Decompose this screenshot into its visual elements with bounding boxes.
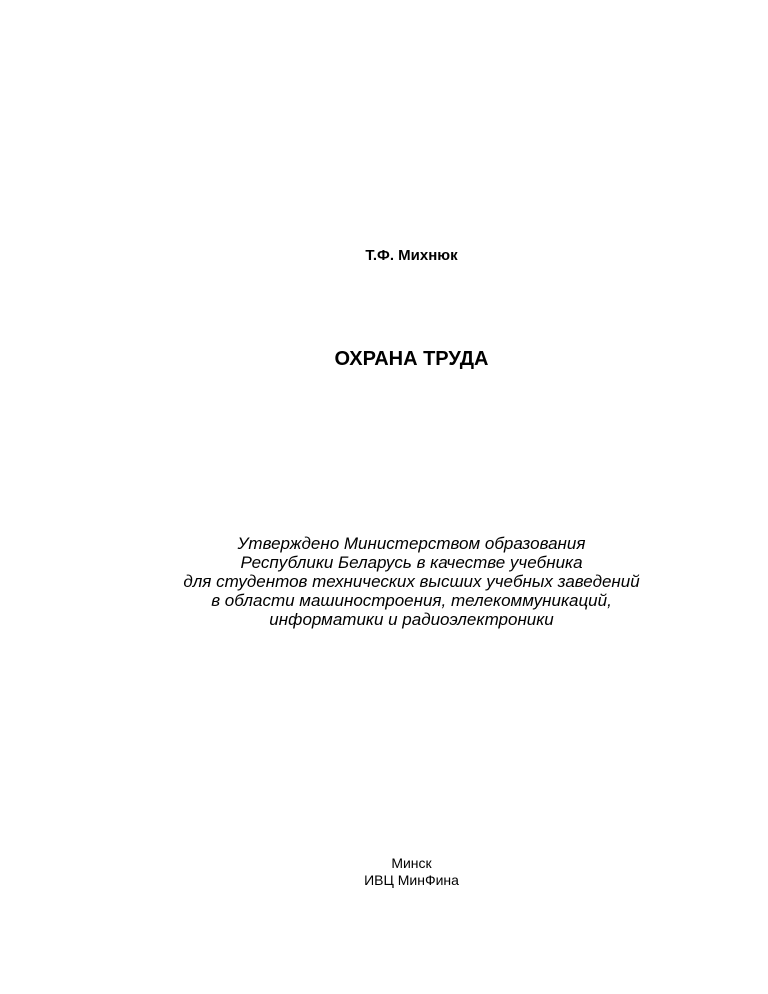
imprint-publisher: ИВЦ МинФина bbox=[364, 872, 459, 888]
book-title: ОХРАНА ТРУДА bbox=[334, 348, 489, 370]
author-name: Т.Ф. Михнюк bbox=[365, 247, 458, 264]
approval-line: в области машиностроения, телекоммуникаций, bbox=[211, 591, 612, 610]
approval-line: информатики и радиоэлектроники bbox=[269, 610, 554, 629]
approval-line: Утверждено Министерством образования bbox=[237, 534, 586, 553]
approval-line: Республики Беларусь в качестве учебника bbox=[240, 553, 583, 572]
approval-statement bbox=[0, 534, 768, 629]
imprint bbox=[0, 855, 768, 889]
imprint-city: Минск bbox=[391, 855, 432, 871]
approval-line: для студентов технических высших учебных заведений bbox=[183, 572, 640, 591]
